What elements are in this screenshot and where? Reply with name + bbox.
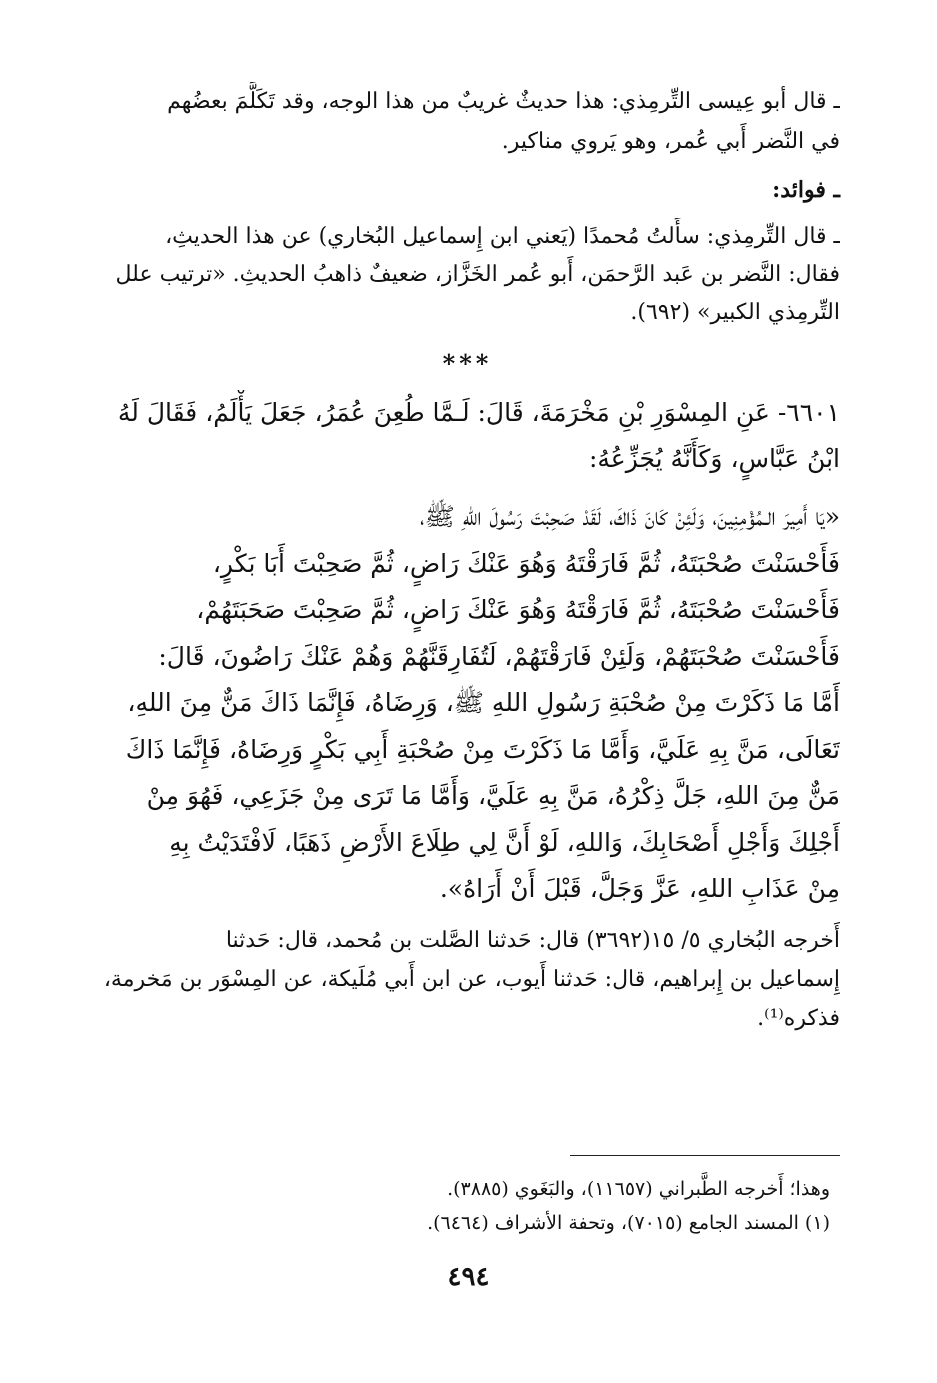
fawaid-line: ـ قال التِّرمِذي: سأَلتُ مُحمدًا (يَعني ابن إِسماعيل البُخاري) عن هذا الحديثِ،	[165, 224, 840, 249]
hadith-text-line: «يَا أَمِيرَ الـمُؤْمِنِينَ، وَلَئِنْ كَانَ ذَاكَ، لَقَدْ صَحِبْتَ رَسُولَ اللهِ ﷺ،	[419, 502, 840, 531]
hadith-text-line: فَأَحْسَنْتَ صُحْبَتَهُمْ، وَلَئِنْ فَارَقْتَهُمْ، لَتُفَارِقَنَّهُمْ وَهُمْ عَنْكَ رَاضُونَ، قَالَ:	[158, 641, 840, 671]
hadith-text	[95, 494, 840, 913]
commentary-paragraph	[95, 82, 840, 162]
footnote-line: (١) المسند الجامع (٧٠١٥)، وتحفة الأشراف (٦٤٦٤).	[427, 1212, 830, 1234]
footnote-line: وهذا؛ أَخرجه الطَّبراني (١١٦٥٧)، والبَغَوي (٣٨٨٥).	[447, 1178, 830, 1200]
page-number: ٤٩٤	[447, 1262, 490, 1292]
hadith-text-line: مِنْ عَذَابِ اللهِ، عَزَّ وَجَلَّ، قَبْلَ أَنْ أَرَاهُ».	[439, 874, 840, 903]
fawaid-line: فقال: النَّضر بن عَبد الرَّحمَن، أَبو عُمر الخَزَّاز، ضعيفٌ ذاهبُ الحديثِ. «ترتيب علل	[115, 262, 840, 287]
hadith-intro-line: ابْنُ عَبَّاسٍ، وَكَأَنَّهُ يُجَزِّعُهُ:	[588, 444, 840, 473]
takhrij-line: أَخرجه البُخاري ٥/ ١٥(٣٦٩٢) قال: حَدثنا الصَّلت بن مُحمد، قال: حَدثنا	[225, 927, 840, 953]
section-separator: ***	[442, 349, 493, 378]
hadith-text-line: فَأَحْسَنْتَ صُحْبَتَهُ، ثُمَّ فَارَقْتَهُ وَهُوَ عَنْكَ رَاضٍ، ثُمَّ صَحِبْتَ أَبَا بَكْرٍ،	[212, 548, 840, 578]
takhrij-line: فذكره⁽¹⁾.	[757, 1005, 840, 1031]
hadith-text-line: أَمَّا مَا ذَكَرْتَ مِنْ صُحْبَةِ رَسُولِ اللهِ ﷺ، وَرِضَاهُ، فَإِنَّمَا ذَاكَ مَنٌّ مِنَ اللهِ،	[127, 688, 840, 717]
fawaid-paragraph	[95, 218, 840, 332]
commentary-line: ـ قال أبو عِيسى التِّرمِذي: هذا حديثٌ غريبٌ من هذا الوجه، وقد تَكَلَّمَ بعضُهم	[167, 89, 840, 114]
takhrij-paragraph	[95, 921, 840, 1038]
hadith-intro-line: ٦٦٠١- عَنِ المِسْوَرِ بْنِ مَخْرَمَةَ، قَالَ: لَـمَّا طُعِنَ عُمَرُ، جَعَلَ يَأْلَمُ، فَقَالَ لَهُ	[117, 398, 840, 427]
hadith-text-line: مَنٌّ مِنَ اللهِ، جَلَّ ذِكْرُهُ، مَنَّ بِهِ عَلَيَّ، وَأَمَّا مَا تَرَى مِنْ جَزَعِي، فَهُوَ مِنْ	[146, 781, 840, 810]
commentary-line: في النَّضر أَبي عُمر، وهو يَروي مناكير.	[501, 129, 840, 154]
takhrij-line: إِسماعيل بن إِبراهيم، قال: حَدثنا أَيوب، عن ابن أَبي مُلَيكة، عن المِسْوَر بن مَخرمة،	[103, 966, 840, 992]
footnotes	[95, 1172, 840, 1240]
fawaid-line: التِّرمِذي الكبير» (٦٩٢).	[630, 300, 840, 325]
fawaid-heading: ـ فوائد:	[772, 177, 840, 203]
page-body	[95, 82, 840, 1038]
hadith-text-line: أَجْلِكَ وَأَجْلِ أَصْحَابِكَ، وَاللهِ، لَوْ أَنَّ لِي طِلَاعَ الأَرْضِ ذَهَبًا، لَافْتَدَيْتُ بِهِ	[169, 827, 840, 857]
hadith-text-line: تَعَالَى، مَنَّ بِهِ عَلَيَّ، وَأَمَّا مَا ذَكَرْتَ مِنْ صُحْبَةِ أَبِي بَكْرٍ وَرِضَاهُ، فَإِنَّمَا ذَاكَ	[125, 734, 840, 764]
hadith-intro	[95, 390, 840, 482]
hadith-text-line: فَأَحْسَنْتَ صُحْبَتَهُ، ثُمَّ فَارَقْتَهُ وَهُوَ عَنْكَ رَاضٍ، ثُمَّ صَحِبْتَ صَحَبَتَهُمْ،	[196, 595, 840, 624]
